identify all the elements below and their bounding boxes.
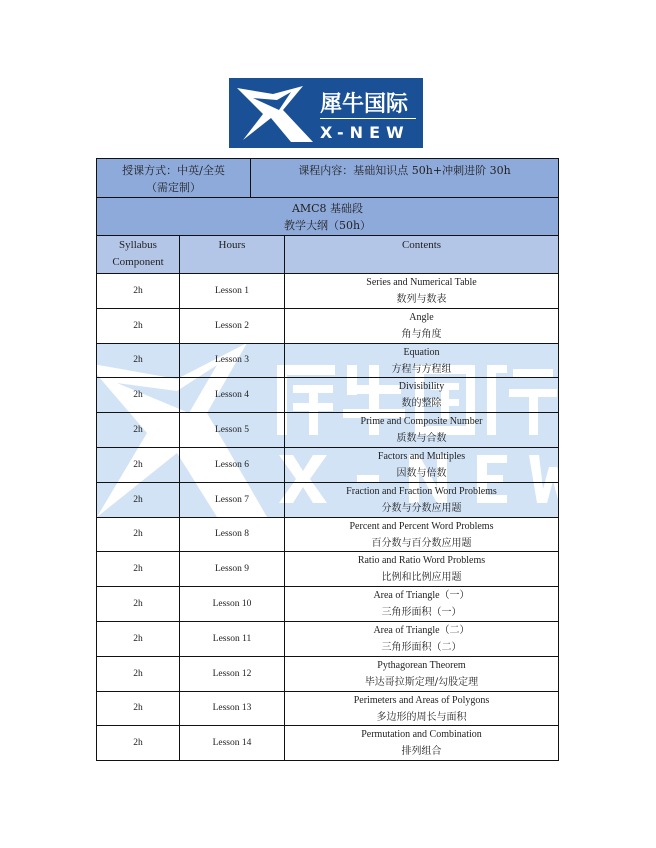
- topic-english: Angle: [409, 312, 434, 323]
- logo-english-name: X-NEW: [320, 123, 410, 142]
- hours-cell: [179, 273, 285, 309]
- contents-cell: [284, 273, 559, 309]
- hours-cell: [179, 551, 285, 587]
- column-header-hours: [179, 235, 285, 274]
- component-cell: [96, 621, 180, 657]
- topic-chinese: 质数与合数: [396, 433, 447, 444]
- stage-title: AMC8 基础段: [291, 202, 364, 215]
- contents-cell: [284, 482, 559, 518]
- lesson-label: Lesson 9: [214, 563, 250, 574]
- component-cell: [96, 482, 180, 518]
- lesson-label: Lesson 12: [212, 668, 252, 679]
- column-header-contents: [284, 235, 559, 274]
- hours-cell: [179, 447, 285, 483]
- component-cell: [96, 447, 180, 483]
- topic-chinese: 排列组合: [401, 746, 442, 757]
- topic-english: Fraction and Fraction Word Problems: [346, 486, 497, 497]
- component-value: 2h: [133, 389, 143, 400]
- hours-cell: [179, 656, 285, 692]
- contents-cell: [284, 447, 559, 483]
- lesson-label: Lesson 11: [212, 633, 252, 644]
- topic-chinese: 三角形面积（一）: [381, 607, 462, 618]
- contents-cell: [284, 308, 559, 344]
- x-logo-icon: [233, 84, 317, 144]
- lesson-label: Lesson 7: [214, 494, 250, 505]
- hours-cell: [179, 691, 285, 726]
- topic-chinese: 角与角度: [401, 329, 442, 340]
- component-value: 2h: [133, 285, 143, 296]
- lesson-label: Lesson 4: [214, 389, 250, 400]
- logo-divider: [320, 118, 416, 119]
- contents-cell: [284, 551, 559, 587]
- lesson-label: Lesson 10: [212, 598, 252, 609]
- teaching-mode-cell: [96, 158, 251, 198]
- topic-chinese: 毕达哥拉斯定理/勾股定理: [364, 677, 479, 688]
- topic-chinese: 因数与倍数: [396, 468, 447, 479]
- xnew-logo: [229, 78, 423, 148]
- lesson-label: Lesson 13: [212, 703, 252, 713]
- component-cell: [96, 656, 180, 692]
- course-content-cell: [250, 158, 559, 198]
- column-header-component-label: Syllabus Component: [112, 239, 164, 268]
- component-value: 2h: [133, 737, 143, 748]
- lesson-label: Lesson 2: [214, 320, 250, 331]
- topic-english: Area of Triangle（一）: [373, 590, 470, 601]
- component-cell: [96, 343, 180, 378]
- component-value: 2h: [133, 459, 143, 470]
- topic-english: Percent and Percent Word Problems: [349, 520, 494, 532]
- component-value: 2h: [133, 529, 143, 539]
- component-value: 2h: [133, 598, 143, 609]
- hours-cell: [179, 482, 285, 518]
- contents-cell: [284, 517, 559, 552]
- hours-cell: [179, 621, 285, 657]
- contents-cell: [284, 656, 559, 692]
- component-value: 2h: [133, 424, 143, 435]
- component-value: 2h: [133, 320, 143, 331]
- hours-cell: [179, 586, 285, 622]
- component-cell: [96, 725, 180, 761]
- topic-english: Permutation and Combination: [361, 729, 482, 740]
- hours-cell: [179, 343, 285, 378]
- component-value: 2h: [133, 668, 143, 679]
- component-value: 2h: [133, 494, 143, 505]
- contents-cell: [284, 691, 559, 726]
- component-value: 2h: [133, 563, 143, 574]
- hours-cell: [179, 412, 285, 448]
- topic-english: Series and Numerical Table: [366, 277, 477, 288]
- component-value: 2h: [133, 703, 143, 713]
- topic-chinese: 数的整除: [401, 398, 442, 409]
- topic-english: Perimeters and Areas of Polygons: [353, 694, 490, 706]
- hours-cell: [179, 725, 285, 761]
- component-value: 2h: [133, 633, 143, 644]
- lesson-label: Lesson 5: [214, 424, 250, 435]
- contents-cell: [284, 377, 559, 413]
- component-cell: [96, 586, 180, 622]
- topic-chinese: 多边形的周长与面积: [376, 711, 467, 723]
- lesson-label: Lesson 8: [214, 529, 250, 539]
- component-cell: [96, 412, 180, 448]
- topic-english: Pythagorean Theorem: [377, 660, 466, 671]
- hours-cell: [179, 517, 285, 552]
- lesson-label: Lesson 14: [212, 737, 252, 748]
- outline-title: 教学大纲（50h）: [283, 219, 372, 232]
- contents-cell: [284, 725, 559, 761]
- topic-english: Area of Triangle（二）: [373, 625, 470, 636]
- contents-cell: [284, 343, 559, 378]
- topic-english: Divisibility: [398, 381, 445, 392]
- topic-english: Prime and Composite Number: [360, 416, 483, 427]
- lesson-label: Lesson 1: [214, 285, 250, 296]
- component-value: 2h: [133, 355, 143, 365]
- component-cell: [96, 551, 180, 587]
- component-cell: [96, 308, 180, 344]
- lesson-label: Lesson 3: [214, 355, 250, 365]
- column-header-contents-label: Contents: [401, 239, 442, 251]
- teaching-mode-note: （需定制）: [146, 181, 201, 194]
- contents-cell: [284, 586, 559, 622]
- topic-english: Ratio and Ratio Word Problems: [357, 555, 486, 566]
- topic-chinese: 百分数与百分数应用题: [371, 537, 472, 549]
- topic-english: Equation: [403, 346, 440, 358]
- logo-chinese-name: 犀牛国际: [320, 92, 409, 117]
- topic-chinese: 比例和比例应用题: [381, 572, 462, 583]
- hours-cell: [179, 308, 285, 344]
- topic-chinese: 方程与方程组: [391, 363, 452, 375]
- topic-chinese: 分数与分数应用题: [381, 503, 462, 514]
- component-cell: [96, 273, 180, 309]
- component-cell: [96, 517, 180, 552]
- contents-cell: [284, 621, 559, 657]
- column-header-component: [96, 235, 180, 274]
- stage-title-cell: [96, 197, 559, 236]
- contents-cell: [284, 412, 559, 448]
- topic-chinese: 三角形面积（二）: [381, 642, 462, 653]
- component-cell: [96, 377, 180, 413]
- teaching-mode-text: 授课方式：中英/全英: [122, 164, 225, 177]
- hours-cell: [179, 377, 285, 413]
- topic-chinese: 数列与数表: [396, 294, 447, 305]
- column-header-hours-label: Hours: [218, 239, 246, 251]
- lesson-label: Lesson 6: [214, 459, 250, 470]
- topic-english: Factors and Multiples: [377, 451, 466, 462]
- component-cell: [96, 691, 180, 726]
- course-content-text: 课程内容：基础知识点 50h+冲刺进阶 30h: [298, 164, 511, 177]
